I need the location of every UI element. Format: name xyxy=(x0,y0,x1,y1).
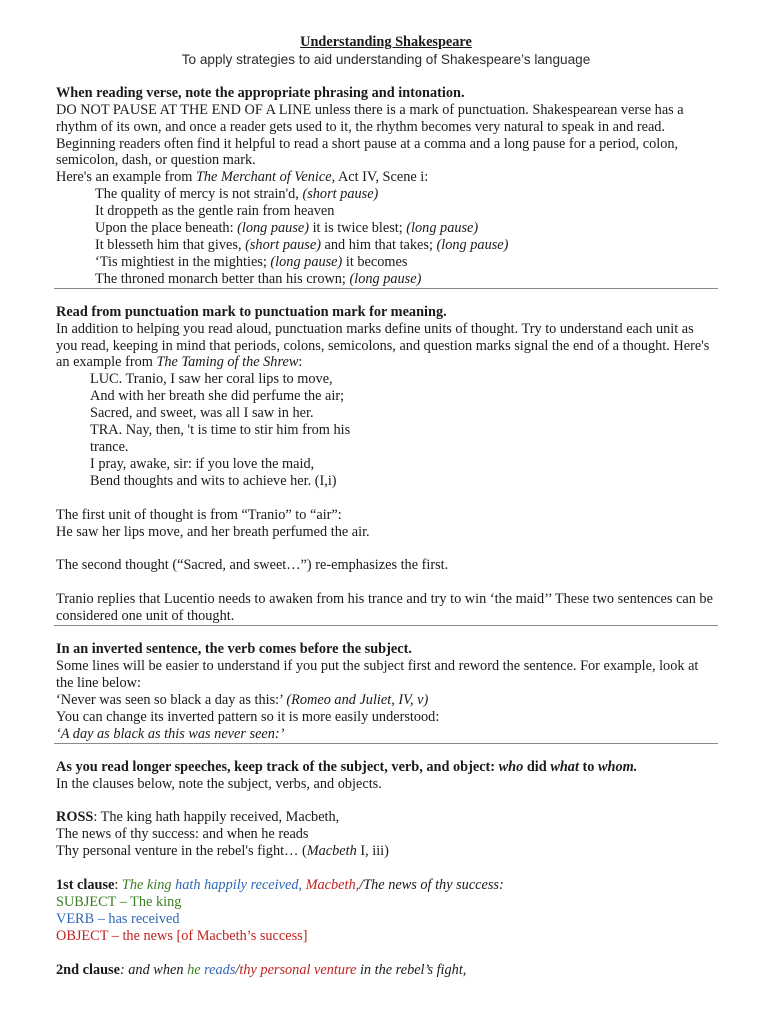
quote-line: Bend thoughts and wits to achieve her. (I,i) xyxy=(90,472,337,489)
quote-reference: (Romeo and Juliet, IV, v) xyxy=(286,691,429,708)
quote-line xyxy=(95,254,716,271)
spacer xyxy=(56,945,716,962)
speech-text: I, iii) xyxy=(356,843,389,860)
quote-text: The throned monarch better than his crown; xyxy=(95,270,350,287)
spacer xyxy=(56,792,716,809)
punctuation-colon: : xyxy=(298,354,303,371)
quote-line xyxy=(95,186,716,203)
clause-label: 2nd clause xyxy=(56,961,120,978)
spacer xyxy=(56,540,716,557)
quote-text: It droppeth as the gentle rain from heaven xyxy=(95,203,335,220)
heading-whom: whom. xyxy=(597,758,638,775)
section-divider xyxy=(54,625,718,626)
caps-lead: DO NOT PAUSE AT THE END OF A LINE xyxy=(56,101,312,118)
pause-note: (long pause) xyxy=(436,236,509,253)
section-verse-body xyxy=(56,102,716,170)
quote-text: it is twice blest; xyxy=(309,220,407,237)
quote-line xyxy=(95,237,716,254)
thought-one-a: The first unit of thought is from “Tranio” to “air”: xyxy=(56,506,342,523)
section-divider xyxy=(54,288,718,289)
pause-note: (long pause) xyxy=(270,253,343,270)
section-punctuation xyxy=(56,304,716,626)
spacer xyxy=(56,490,716,507)
quote-line xyxy=(95,271,716,288)
speech-text: Thy personal venture in the rebel's fight… ( xyxy=(56,843,307,860)
quote-text: Upon the place beneath: xyxy=(95,220,238,237)
section-verse-heading: When reading verse, note the appropriate phrasing and intonation. xyxy=(56,84,465,101)
speech-text: : The king hath happily received, Macbeth, xyxy=(93,809,340,826)
section-speeches-body: In the clauses below, note the subject, verbs, and objects. xyxy=(56,775,382,792)
section-speeches-heading xyxy=(56,759,716,776)
ross-speech-line xyxy=(56,843,716,860)
section-divider xyxy=(54,743,718,744)
quote-line: I pray, awake, sir: if you love the maid, xyxy=(90,455,315,472)
quote-text: It blesseth him that gives, xyxy=(95,236,246,253)
page-subtitle: To apply strategies to aid understanding of Shakespeare’s language xyxy=(181,51,591,67)
heading-what: what xyxy=(550,758,579,775)
reworded-quote xyxy=(56,726,716,743)
clause-verb: hath happily received, xyxy=(171,877,303,894)
quote-line: trance. xyxy=(90,438,129,455)
quote-text: The quality of mercy is not strain'd, xyxy=(95,186,303,203)
pause-note: (long pause) xyxy=(237,220,309,237)
change-note: You can change its inverted pattern so it is more easily understood: xyxy=(56,708,440,725)
example-intro-text: Here's an example from xyxy=(56,169,196,186)
subject-line: SUBJECT – The king xyxy=(56,894,182,911)
clause-subject: he xyxy=(187,961,201,978)
quote-line: Sacred, and sweet, was all I saw in her. xyxy=(90,405,314,422)
quote-line xyxy=(95,220,716,237)
section-inverted-body: Some lines will be easier to understand if you put the subject first and reword the sentence. For example, look at the line below: xyxy=(56,658,699,691)
clause-one xyxy=(56,877,716,894)
clause-object: thy personal venture xyxy=(239,961,357,978)
spacer xyxy=(56,860,716,877)
pause-note: (long pause) xyxy=(349,270,422,287)
clause-rest: /The news of thy success: xyxy=(359,877,504,894)
quote-line: LUC. Tranio, I saw her coral lips to move, xyxy=(90,371,333,388)
section-punctuation-body xyxy=(56,321,716,372)
heading-text: As you read longer speeches, keep track of the subject, verb, and object: xyxy=(56,758,499,775)
quote-text: ‘Never was seen so black a day as this:’ xyxy=(56,691,287,708)
example-ref: , Act IV, Scene i: xyxy=(331,169,429,186)
verb-line: VERB – has received xyxy=(56,910,180,927)
thought-two: The second thought (“Sacred, and sweet…”) re-emphasizes the first. xyxy=(56,557,449,574)
thought-three: Tranio replies that Lucentio needs to awaken from his trance and try to win ‘the maid’’ These two sentences can be considered one unit of thought. xyxy=(56,591,713,625)
heading-to: to xyxy=(578,758,598,775)
quote-text: it becomes xyxy=(342,253,408,270)
clause-two xyxy=(56,962,716,979)
section-verse xyxy=(56,85,716,288)
clause-subject: The king xyxy=(121,877,172,894)
clause-verb: reads xyxy=(200,961,236,978)
quote-line xyxy=(95,203,716,220)
pause-note: (long pause) xyxy=(406,220,479,237)
pause-note: (short pause) xyxy=(302,186,379,203)
document-page xyxy=(56,34,716,979)
quote-line: And with her breath she did perfume the air; xyxy=(90,388,345,405)
merchant-quote xyxy=(56,186,716,287)
shrew-work: The Taming of the Shrew xyxy=(156,354,299,371)
example-intro xyxy=(56,169,716,186)
section-inverted xyxy=(56,641,716,742)
quote-text: ‘Tis mightiest in the mighties; xyxy=(95,253,271,270)
shrew-quote xyxy=(56,371,716,489)
clause-slash: / xyxy=(235,961,240,978)
clause-text: : and when xyxy=(119,961,188,978)
punctuation-body-text: In addition to helping you read aloud, punctuation marks define units of thought. Try to understand each unit as you read, keeping in mind that periods, colons, semicolons, and question marks signal the end of a thought. Here's an example from xyxy=(56,320,710,371)
example-work: The Merchant of Venice xyxy=(195,169,332,186)
page-title: Understanding Shakespeare xyxy=(300,34,472,50)
thought-one-b: He saw her lips move, and her breath perfumed the air. xyxy=(56,523,370,540)
heading-did: did xyxy=(523,758,551,775)
speaker-name: ROSS xyxy=(56,809,94,826)
ross-speech-line xyxy=(56,809,716,826)
section-inverted-heading: In an inverted sentence, the verb comes before the subject. xyxy=(56,641,412,658)
ross-speech-line: The news of thy success: and when he reads xyxy=(56,826,309,843)
clause-colon: : xyxy=(114,877,122,894)
inverted-quote xyxy=(56,692,716,709)
speech-work: Macbeth xyxy=(306,843,357,860)
clause-rest: in the rebel’s fight, xyxy=(356,961,467,978)
reworded-text: ‘A day as black as this was never seen:’ xyxy=(56,725,285,742)
pause-note: (short pause) xyxy=(245,236,321,253)
verse-body-text: unless there is a mark of punctuation. Shakespearean verse has a rhythm of its own, and once a reader gets used to it, the rhythm becomes very natural to speak in and read. Beginning readers often find it helpful to read a short pause at a comma and a long pause for a period, colon, semicolon, dash, or question mark. xyxy=(56,101,684,169)
section-speeches xyxy=(56,759,716,979)
quote-text: and him that takes; xyxy=(320,236,437,253)
section-punctuation-heading: Read from punctuation mark to punctuation mark for meaning. xyxy=(56,303,447,320)
object-line: OBJECT – the news [of Macbeth’s success] xyxy=(56,927,308,944)
spacer xyxy=(56,574,716,591)
clause-object: Macbeth, xyxy=(302,877,360,894)
clause-label: 1st clause xyxy=(56,877,115,894)
heading-who: who xyxy=(498,758,524,775)
quote-line: TRA. Nay, then, 't is time to stir him from his xyxy=(90,422,351,439)
